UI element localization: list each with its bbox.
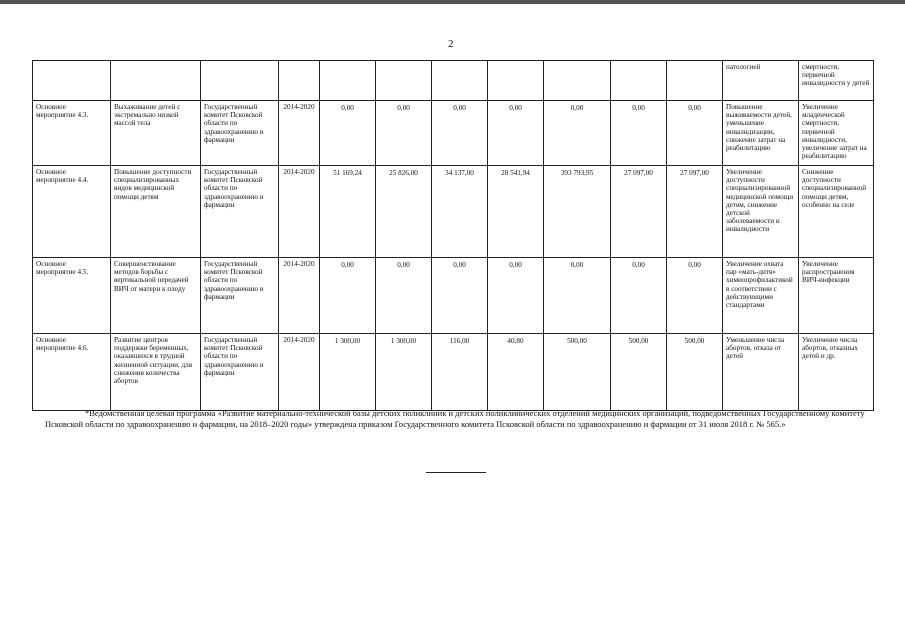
amount-cell — [544, 258, 611, 334]
name-cell-text: Выхаживание детей с экстремально низкой массой тела — [114, 103, 181, 128]
amount-cell-text: 1 300,00 — [390, 337, 417, 345]
executor-cell — [201, 101, 279, 166]
period-cell — [279, 61, 320, 101]
indicator-cell-text: смертности, первичной инвалидности у детей — [802, 63, 870, 88]
amount-cell — [544, 166, 611, 258]
result-cell-text: Повышение выживаемости детей, уменьшение инвалидизации, снижение затрат на реабилитацию — [726, 103, 792, 153]
amount-cell — [376, 258, 432, 334]
amount-cell-text: 28 541,94 — [501, 169, 530, 177]
amount-cell-text: 116,00 — [449, 337, 470, 345]
amount-cell-text — [323, 64, 372, 98]
amount-cell — [320, 61, 376, 101]
amount-cell — [667, 101, 723, 166]
amount-cell-text: 1 300,00 — [334, 337, 361, 345]
amount-cell-text: 25 826,00 — [389, 169, 418, 177]
name-cell — [111, 101, 201, 166]
period-cell-text: 2014-2020 — [283, 260, 315, 268]
amount-cell — [320, 258, 376, 334]
footnote: *Ведомственная целевая программа «Развитие материально-технической базы детских поликлиник и детских поликлинических отделений медицинских организаций, подведомственных Государственному комитету Псковской области по здравоохранению и фармации, на 2018–2020 годы» утверждена приказом Государственного комитета Псковской области по здравоохранению и фармации от 31 июля 2018 г. № 565.» — [45, 408, 865, 430]
amount-cell — [376, 166, 432, 258]
period-cell — [279, 334, 320, 411]
result-cell-text: Увеличение охвата пар «мать-дитя» химиопрофилактикой в соответствии с действующими стандартами — [726, 260, 793, 310]
result-cell — [723, 334, 799, 411]
indicator-cell — [799, 166, 874, 258]
indicator-cell-text: Увеличение распространения ВИЧ-инфекции — [802, 260, 855, 285]
amount-cell-text — [614, 64, 663, 98]
indicator-cell — [799, 101, 874, 166]
amount-cell — [376, 61, 432, 101]
result-cell-text: Уменьшение числа абортов, отказа от детей — [726, 336, 785, 361]
name-cell — [111, 61, 201, 101]
amount-cell — [611, 166, 667, 258]
period-cell — [279, 166, 320, 258]
amount-cell-text: 500,00 — [567, 337, 587, 345]
amount-cell — [432, 334, 488, 411]
amount-cell-text: 0,00 — [397, 104, 410, 112]
executor-cell — [201, 61, 279, 101]
amount-cell-text: 0,00 — [397, 261, 410, 269]
amount-cell-text: 34 137,00 — [445, 169, 474, 177]
amount-cell — [544, 61, 611, 101]
amount-cell — [488, 334, 544, 411]
measure-cell-text: Основное мероприятие 4.4. — [36, 168, 89, 185]
amount-cell — [667, 166, 723, 258]
amount-cell — [611, 61, 667, 101]
amount-cell — [611, 334, 667, 411]
period-cell-text: 2014-2020 — [283, 168, 315, 176]
closing-rule — [426, 472, 486, 473]
period-cell — [279, 258, 320, 334]
amount-cell — [320, 101, 376, 166]
amount-cell-text — [491, 64, 540, 98]
amount-cell — [432, 166, 488, 258]
name-cell-text: Повышение доступности специализированных видов медицинской помощи детям — [114, 168, 192, 201]
amount-cell-text: 0,00 — [688, 261, 701, 269]
table-row — [33, 334, 874, 411]
result-cell — [723, 166, 799, 258]
amount-cell — [488, 61, 544, 101]
amount-cell — [376, 334, 432, 411]
amount-cell — [320, 334, 376, 411]
measure-cell-text — [36, 63, 107, 98]
amount-cell — [488, 101, 544, 166]
amount-cell — [544, 334, 611, 411]
scan-top-edge — [0, 0, 905, 4]
amount-cell-text: 0,00 — [570, 261, 584, 269]
name-cell — [111, 258, 201, 334]
amount-cell — [611, 258, 667, 334]
amount-cell-text: 0,00 — [453, 104, 466, 112]
amount-cell — [432, 61, 488, 101]
result-cell — [723, 258, 799, 334]
amount-cell-text — [435, 64, 484, 98]
amount-cell-text — [379, 64, 428, 98]
period-cell-text — [282, 63, 316, 98]
measure-cell — [33, 334, 111, 411]
amount-cell-text: 0,00 — [632, 104, 645, 112]
measure-cell-text: Основное мероприятие 4.5. — [36, 260, 89, 277]
amount-cell-text: 0,00 — [509, 104, 522, 112]
table-row — [33, 61, 874, 101]
result-cell-text: патологией — [726, 63, 761, 71]
amount-cell-text: 0,00 — [341, 104, 354, 112]
amount-cell-text: 0,00 — [688, 104, 701, 112]
amount-cell-text: 51 169,24 — [333, 169, 362, 177]
executor-cell-text: Государственный комитет Псковской области по здравоохранению и фармации — [204, 260, 264, 301]
amount-cell-text — [547, 64, 607, 98]
amount-cell-text: 500,00 — [684, 337, 705, 345]
name-cell-text: Совершенствование методов борьбы с вертикальной передачей ВИЧ от матери к плоду — [114, 260, 189, 293]
indicator-cell — [799, 258, 874, 334]
executor-cell-text: Государственный комитет Псковской области по здравоохранению и фармации — [204, 168, 264, 209]
result-cell — [723, 61, 799, 101]
amount-cell — [667, 61, 723, 101]
amount-cell-text — [670, 64, 719, 98]
executor-cell — [201, 334, 279, 411]
table-row — [33, 258, 874, 334]
period-cell — [279, 101, 320, 166]
amount-cell — [611, 101, 667, 166]
amount-cell-text: 0,00 — [453, 261, 466, 269]
measure-cell-text: Основное мероприятие 4.6. — [36, 336, 89, 353]
amount-cell — [376, 101, 432, 166]
measure-cell-text: Основное мероприятие 4.3. — [36, 103, 89, 120]
amount-cell — [544, 101, 611, 166]
measure-cell — [33, 101, 111, 166]
amount-cell — [667, 258, 723, 334]
measure-cell — [33, 258, 111, 334]
name-cell — [111, 166, 201, 258]
executor-cell-text — [204, 63, 275, 98]
result-cell — [723, 101, 799, 166]
result-cell-text: Увеличение доступности специализированной медицинской помощи детям, снижение детской заболеваемости и инвалидности — [726, 168, 794, 234]
amount-cell-text: 0,00 — [632, 261, 645, 269]
amount-cell-text: 27 097,00 — [680, 169, 709, 177]
indicator-cell-text: Увеличение младенческой смертности, первичной инвалидности, увеличение затрат на реабилитацию — [802, 103, 867, 161]
amount-cell — [488, 258, 544, 334]
measure-cell — [33, 166, 111, 258]
indicator-cell — [799, 334, 874, 411]
name-cell — [111, 334, 201, 411]
name-cell-text: Развитие центров поддержки беременных, оказавшихся в трудной жизненной ситуации, для снижения количества абортов — [114, 336, 193, 386]
executor-cell — [201, 258, 279, 334]
indicator-cell — [799, 61, 874, 101]
amount-cell — [432, 101, 488, 166]
measure-cell — [33, 61, 111, 101]
page-number: 2 — [448, 38, 454, 50]
amount-cell-text: 500,00 — [628, 337, 649, 345]
amount-cell — [432, 258, 488, 334]
executor-cell-text: Государственный комитет Псковской области по здравоохранению и фармации — [204, 103, 264, 144]
period-cell-text: 2014-2020 — [283, 103, 315, 111]
table-row — [33, 101, 874, 166]
executor-cell-text: Государственный комитет Псковской области по здравоохранению и фармации — [204, 336, 264, 377]
amount-cell — [667, 334, 723, 411]
table-row — [33, 166, 874, 258]
indicator-cell-text: Увеличение числа абортов, отказных детей и др. — [802, 336, 858, 361]
amount-cell-text: 0,00 — [341, 261, 354, 269]
amount-cell — [320, 166, 376, 258]
name-cell-text — [114, 63, 197, 98]
amount-cell-text: 0,00 — [570, 104, 584, 112]
program-measures-table — [32, 60, 874, 411]
amount-cell-text: 27 097,00 — [624, 169, 653, 177]
period-cell-text: 2014-2020 — [283, 336, 315, 344]
indicator-cell-text: Снижение доступности специализированной помощи детям, особенно на селе — [802, 168, 867, 209]
executor-cell — [201, 166, 279, 258]
amount-cell-text: 393 793,95 — [560, 169, 594, 177]
amount-cell — [488, 166, 544, 258]
amount-cell-text: 0,00 — [509, 261, 522, 269]
amount-cell-text: 40,80 — [507, 337, 524, 345]
